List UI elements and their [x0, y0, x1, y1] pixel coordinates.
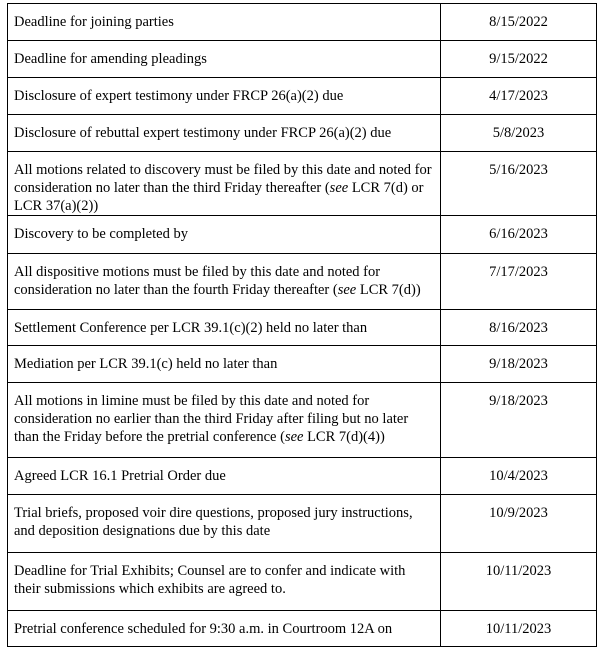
table-row: [8, 115, 597, 152]
table-row: [8, 41, 597, 78]
event-cell: Deadline for Trial Exhibits; Counsel are to confer and indicate with their submissions which exhibits are agreed to.: [8, 553, 441, 611]
event-cell: Trial briefs, proposed voir dire questions, proposed jury instructions, and deposition designations due by this date: [8, 495, 441, 553]
event-text: All dispositive motions must be filed by this date and noted for consideration no later than the fourth Friday thereafter (: [14, 264, 381, 298]
date-cell: 4/17/2023: [441, 78, 597, 115]
table-row: [8, 4, 597, 41]
table-row: [8, 346, 597, 383]
table-row: [8, 216, 597, 254]
event-cell: [8, 383, 441, 458]
table-row: [8, 553, 597, 611]
event-text: All motions in limine must be filed by this date and noted for consideration no earlier than the third Friday after filing but no later than the Friday before the pretrial conference (: [14, 393, 409, 445]
event-cell: [8, 152, 441, 216]
table-row: [8, 310, 597, 346]
table-row: [8, 495, 597, 553]
date-cell: 8/15/2022: [441, 4, 597, 41]
event-cell: Mediation per LCR 39.1(c) held no later than: [8, 346, 441, 383]
table-row: [8, 383, 597, 458]
event-cell: Disclosure of rebuttal expert testimony under FRCP 26(a)(2) due: [8, 115, 441, 152]
event-cell: [8, 254, 441, 310]
date-cell: 10/9/2023: [441, 495, 597, 553]
date-cell: 8/16/2023: [441, 310, 597, 346]
see-signal: see: [337, 282, 357, 298]
date-cell: 10/4/2023: [441, 458, 597, 495]
event-cell: Disclosure of expert testimony under FRCP 26(a)(2) due: [8, 78, 441, 115]
table-row: [8, 458, 597, 495]
event-text: LCR 7(d)): [356, 282, 421, 298]
event-cell: Pretrial conference scheduled for 9:30 a.m. in Courtroom 12A on: [8, 611, 441, 647]
event-cell: Settlement Conference per LCR 39.1(c)(2) held no later than: [8, 310, 441, 346]
date-cell: 5/8/2023: [441, 115, 597, 152]
date-cell: 9/15/2022: [441, 41, 597, 78]
event-cell: Deadline for amending pleadings: [8, 41, 441, 78]
date-cell: 7/17/2023: [441, 254, 597, 310]
event-text: LCR 7(d) or LCR 37(a)(2)): [14, 180, 424, 214]
case-schedule-table: [7, 3, 597, 647]
table-row: [8, 611, 597, 647]
see-signal: see: [284, 429, 304, 445]
date-cell: 5/16/2023: [441, 152, 597, 216]
table-row: [8, 78, 597, 115]
date-cell: 9/18/2023: [441, 346, 597, 383]
date-cell: 6/16/2023: [441, 216, 597, 254]
event-cell: Agreed LCR 16.1 Pretrial Order due: [8, 458, 441, 495]
table-row: [8, 152, 597, 216]
table-row: [8, 254, 597, 310]
event-cell: Deadline for joining parties: [8, 4, 441, 41]
event-cell: Discovery to be completed by: [8, 216, 441, 254]
date-cell: 10/11/2023: [441, 611, 597, 647]
see-signal: see: [329, 180, 349, 196]
date-cell: 9/18/2023: [441, 383, 597, 458]
date-cell: 10/11/2023: [441, 553, 597, 611]
event-text: All motions related to discovery must be filed by this date and noted for consideration no later than the third Friday thereafter (: [14, 162, 432, 196]
event-text: LCR 7(d)(4)): [303, 429, 385, 445]
